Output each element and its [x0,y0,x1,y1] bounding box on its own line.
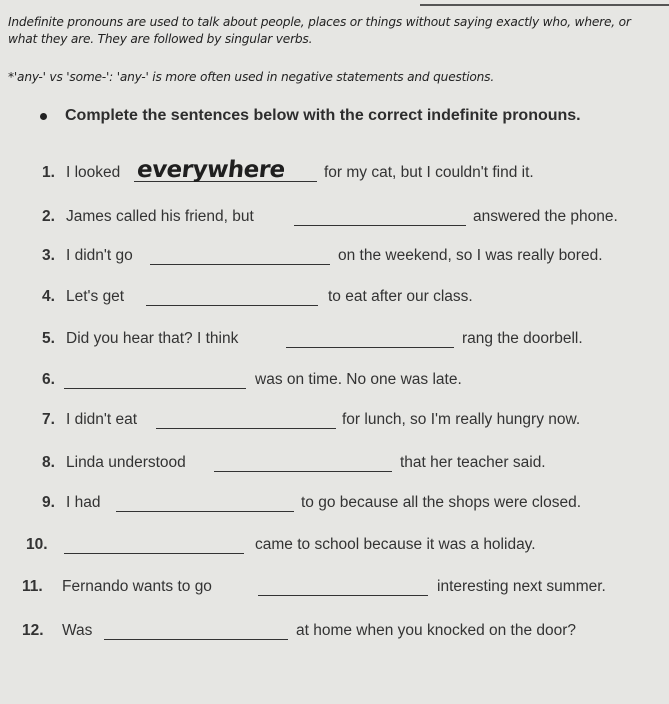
question-after: interesting next summer. [437,578,606,595]
question-after: at home when you knocked on the door? [296,622,577,639]
question-before: Did you hear that? I think [66,330,239,347]
question-number: 3. [42,247,55,264]
question-after: for lunch, so I'm really hungry now. [342,411,581,428]
answer-blank[interactable] [258,594,428,596]
instruction [40,107,660,125]
answer-text: everywhere [135,157,287,183]
question-number: 7. [42,411,55,428]
question-after: that her teacher said. [400,454,546,471]
question-number: 8. [42,454,55,471]
question-before: James called his friend, but [66,208,254,225]
question-number: 11. [22,578,43,595]
answer-blank[interactable] [64,387,246,389]
question-before: I didn't eat [66,411,138,428]
question-before: I didn't go [66,247,133,264]
question-before: Fernando wants to go [62,578,212,595]
answer-blank[interactable] [64,552,244,554]
question-after: to go because all the shops were closed. [301,494,582,511]
question-after: came to school because it was a holiday. [255,536,536,553]
question-6 [0,367,669,391]
question-after: was on time. No one was late. [255,371,462,388]
question-11 [0,574,669,598]
question-after: for my cat, but I couldn't find it. [324,164,534,181]
answer-blank[interactable] [286,346,454,348]
answer-blank[interactable] [150,263,330,265]
question-1 [0,157,669,184]
question-10 [0,532,669,556]
question-8 [0,450,669,474]
answer-blank[interactable] [104,638,288,640]
question-before: Let's get [66,288,125,305]
answer-blank[interactable] [146,304,318,306]
question-number: 1. [42,164,55,181]
question-number: 4. [42,288,55,305]
question-3 [0,243,669,267]
question-after: on the weekend, so I was really bored. [338,247,603,264]
question-number: 9. [42,494,55,511]
question-4 [0,284,669,308]
question-number: 10. [26,536,48,553]
question-after: answered the phone. [473,208,618,225]
question-2 [0,204,669,228]
answer-blank[interactable] [116,510,294,512]
question-before: I looked [66,164,121,181]
question-number: 6. [42,371,55,388]
question-before: Was [62,622,93,639]
question-number: 5. [42,330,55,347]
answer-blank[interactable] [294,224,466,226]
question-9 [0,490,669,514]
question-number: 2. [42,208,55,225]
answer-blank[interactable] [156,427,336,429]
question-after: to eat after our class. [328,288,473,305]
top-rule [420,4,669,6]
question-before: Linda understood [66,454,186,471]
bullet-icon [40,113,47,120]
answer-blank[interactable] [214,470,392,472]
instruction-text: Complete the sentences below with the correct indefinite pronouns. [65,107,581,124]
question-5 [0,326,669,350]
question-number: 12. [22,622,44,639]
question-before: I had [66,494,101,511]
tip-text: *'any-' vs 'some-': 'any-' is more often used in negative statements and questions. [8,70,495,84]
intro-text: Indefinite pronouns are used to talk about people, places or things without saying exactly who, where, or what they are. They are followed by singular verbs. [8,15,631,46]
question-after: rang the doorbell. [462,330,583,347]
question-7 [0,407,669,431]
question-12 [0,618,669,642]
